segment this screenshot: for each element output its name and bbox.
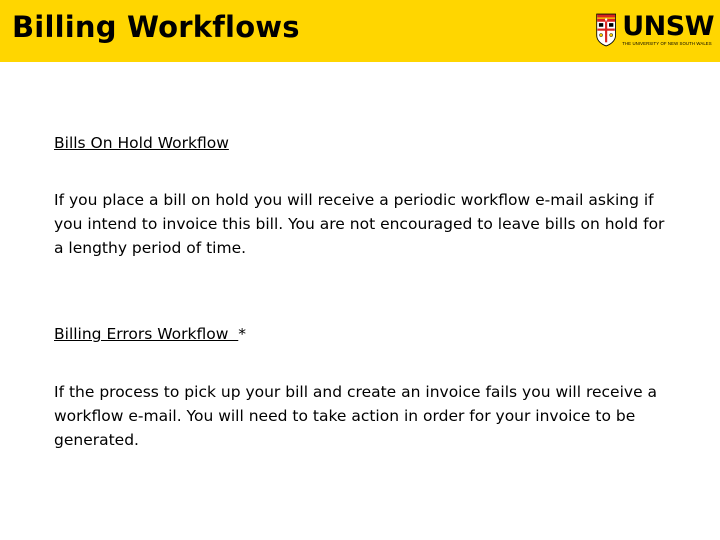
header-bar: [0, 0, 720, 62]
section-body-bills-on-hold: If you place a bill on hold you will receive a periodic workflow e-mail asking if you intend to invoice this bill. You are not encouraged to leave bills on hold for a lengthy period of time.: [54, 191, 665, 257]
unsw-logo: [596, 4, 714, 56]
heading-text: Billing Errors Workflow: [54, 325, 239, 343]
section-body-billing-errors: If the process to pick up your bill and create an invoice fails you will receive a workflow e-mail. You will need to take action in order for your invoice to be generated.: [54, 383, 658, 449]
unsw-crest-icon: [596, 7, 616, 53]
section-heading-billing-errors: [54, 322, 246, 346]
heading-suffix: *: [238, 325, 247, 343]
logo-subtitle: THE UNIVERSITY OF NEW SOUTH WALES: [622, 40, 712, 46]
heading-text: Bills On Hold Workflow: [54, 134, 229, 152]
section-heading-bills-on-hold: [54, 131, 229, 155]
slide-title: Billing Workflows: [12, 10, 300, 44]
logo-wordmark: UNSW: [622, 10, 714, 42]
